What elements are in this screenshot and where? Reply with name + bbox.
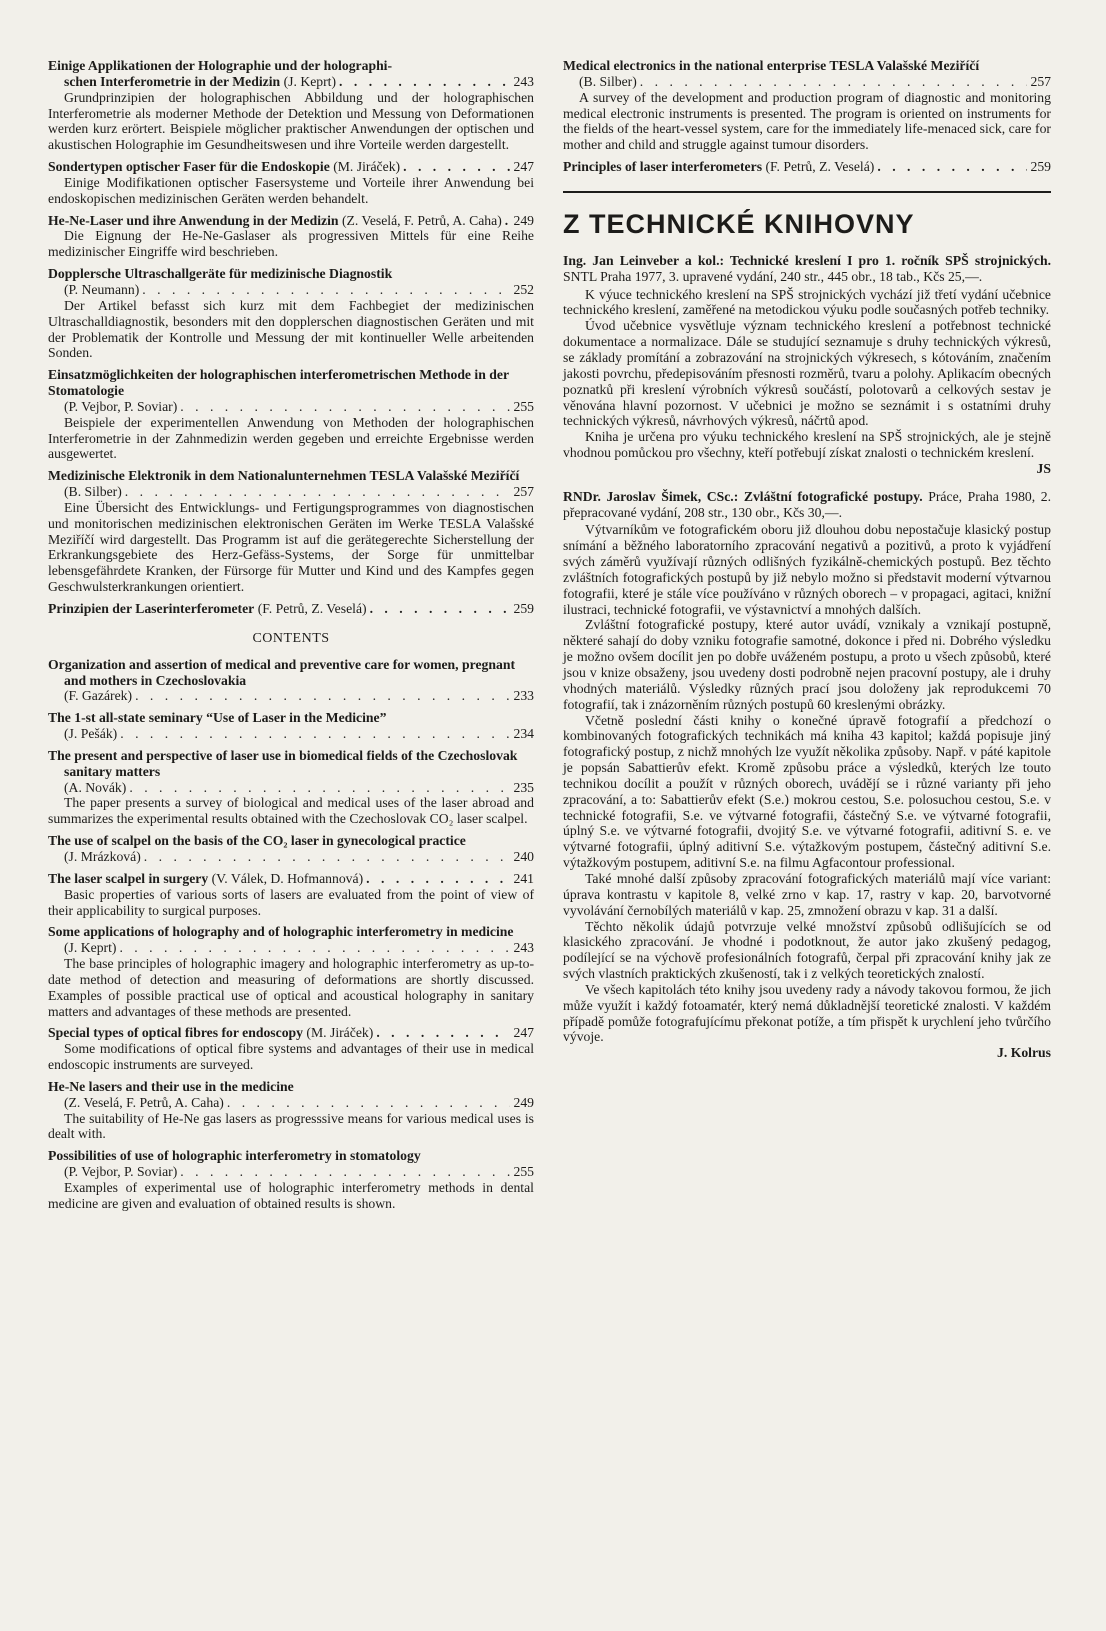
entry-page: 241 [513, 870, 534, 886]
entry-author: (B. Silber) [579, 73, 637, 89]
entry-author-line [48, 688, 534, 704]
entry-abstract: Beispiele der experimentellen Anwendung von Methoden der holographischen Interferometrie in der Zahnmedizin werden gegeben und erreichte Ergebnisse werden ausgewertet. [48, 414, 534, 462]
entry-title-line [48, 159, 534, 175]
entry-title: The laser scalpel in surgery [48, 870, 209, 886]
entry-author: (Z. Veselá, F. Petrů, A. Caha) [341, 212, 502, 228]
entry-page: 240 [513, 848, 534, 864]
section-divider [563, 191, 1051, 193]
section-title: Z TECHNICKÉ KNIHOVNY [563, 208, 915, 239]
review-paragraph: Zvláštní fotografické postupy, které autor uvádí, vznikaly a vznikají postupně, některé sahají do doby vzniku fotografie samotné, dokonce i před ni. Dobrého výsledku je možno ovšem docílit jen po dobře uváženém postupu, a proto u všech způsobů, které jsou v knize obsaženy, jsou uvedeny dosti podrobně nejen pracovní postupy, ale i druhy vhodných materiálů. Výsledky různých prací jsou doloženy jak reprodukcemi 70 fotografií, tak i znázorněním různých postupů 60 kreslenými obrázky. [563, 617, 1051, 712]
entry-title: Organization and assertion of medical and preventive care for women, pregnant and mothers in Czechoslovakia [48, 656, 515, 688]
contents-entry-3 [48, 748, 534, 827]
entry-author-line [48, 1164, 534, 1180]
entry-author-line [48, 940, 534, 956]
entry-page: 234 [513, 726, 534, 742]
entry-title-line [48, 74, 534, 90]
entry-page: 247 [513, 159, 534, 175]
entry-title: The 1-st all-state seminary “Use of Laser in the Medicine” [48, 710, 387, 726]
entry-abstract: Die Eignung der He-Ne-Gaslaser als progressiven Mittels für eine Reihe medizinischer Eingriffe wird beschrieben. [48, 228, 534, 260]
left-column [48, 58, 534, 1218]
contents-entry-6 [48, 924, 534, 1019]
entry-author: (J. Mrázková) [64, 848, 141, 864]
review-header [563, 489, 1051, 521]
review-signature: JS [1036, 460, 1051, 476]
entry-abstract: Der Artikel befasst sich kurz mit dem Fachbegiet der medizinischen Ultraschalldiagnostik, besonders mit den dopplerschen diagnostischen Geräten und mit der Problematik der Kontrolle und Messung der mit kontinueller Welle arbeitenden Sonden. [48, 297, 534, 361]
leader-dots [144, 849, 511, 865]
leader-dots [366, 871, 510, 887]
book-review-1 [563, 253, 1051, 477]
review-paragraph: Úvod učebnice vysvětluje význam technického kreslení a potřebnost technické dokumentace a normalizace. Dále se studující seznamuje s druhy technických výkresů, se základy promítání a zobrazování na strojnických výkresech, s kótováním, značením jakosti povrchu, předepisováním přesnosti rozměrů, tvaru a polohy. Aplikacím obecných poznatků při kreslení výrobních výkresů součástí, polotovarů a celkových sestav je věnována hlavní pozornost. V učebnici je možno se seznámit i s ostatními druhy technických výkresů, návrhových výkresů, náčrtů apod. [563, 318, 1051, 429]
entry-abstract: The paper presents a survey of biological and medical uses of the laser abroad and summarizes the experimental results obtained with the Czechoslovak CO₂ laser scalpel. [48, 795, 534, 827]
leader-dots [403, 159, 510, 175]
entry-title: He-Ne-Laser und ihre Anwendung in der Medizin [48, 212, 339, 228]
entry-title: He-Ne lasers and their use in the medicine [48, 1078, 294, 1094]
review-publication-info: SNTL Praha 1977, 3. upravené vydání, 240 str., 445 obr., 18 tab., Kčs 25,—. [563, 268, 983, 284]
leader-dots [135, 688, 510, 704]
entry-abstract: Some modifications of optical fibre systems and advantages of their use in medical endoscopic instruments are surveyed. [48, 1041, 534, 1073]
leader-dots [180, 1164, 510, 1180]
entry-title: Special types of optical fibres for endoscopy [48, 1025, 303, 1041]
entry-page: 235 [513, 779, 534, 795]
entry-title: Some applications of holography and of holographic interferometry in medicine [48, 924, 514, 940]
review-paragraph: Ve všech kapitolách této knihy jsou uvedeny rady a návody takovou formou, že jich může využít i každý fotoamatér, který nemá důkladnější teoretické znalosti. V každém případě pomůže fotografujícímu překonat potíže, a tím přispět k urychlení jeho tvůrčího vývoje. [563, 981, 1051, 1045]
leader-dots [227, 1095, 511, 1111]
entry-page: 249 [513, 1094, 534, 1110]
leader-dots [125, 484, 511, 500]
entry-author: (Z. Veselá, F. Petrů, A. Caha) [64, 1094, 224, 1110]
entry-page: 259 [1030, 159, 1051, 175]
toc-entry-de-6 [48, 468, 534, 595]
leader-dots [129, 780, 510, 796]
entry-author: (B. Silber) [64, 484, 122, 500]
entry-author: (P. Neumann) [64, 281, 140, 297]
entry-abstract: The suitability of He-Ne gas lasers as progresssive means for various medical uses is dealt with. [48, 1110, 534, 1142]
entry-title: The present and perspective of laser use in biomedical fields of the Czechoslovak sanitary matters [48, 747, 518, 779]
review-book-title: RNDr. Jaroslav Šimek, CSc.: Zvláštní fotografické postupy. [563, 488, 923, 504]
entry-title: Possibilities of use of holographic interferometry in stomatology [48, 1148, 421, 1164]
entry-abstract: Einige Modifikationen optischer Fasersysteme und Vorteile ihrer Anwendung bei endoskopischen medizinischen Geräten werden behandelt. [48, 174, 534, 206]
contents-heading: CONTENTS [252, 630, 330, 646]
leader-dots [505, 213, 511, 229]
entry-author: (J. Keprt) [64, 940, 117, 956]
toc-entry-de-1 [48, 58, 534, 153]
leader-dots [120, 726, 510, 742]
entry-title-line [563, 159, 1051, 175]
toc-entry-de-3 [48, 213, 534, 261]
leader-dots [370, 601, 511, 617]
book-review-2 [563, 489, 1051, 1061]
entry-author: (F. Petrů, Z. Veselá) [765, 159, 875, 175]
entry-title-line [48, 213, 534, 229]
review-header [563, 253, 1051, 285]
leader-dots [119, 940, 510, 956]
contents-entry-8 [48, 1079, 534, 1142]
entry-abstract: Basic properties of various sorts of lasers are evaluated from the point of view of their applicability to surgical purposes. [48, 886, 534, 918]
entry-page: 259 [513, 601, 534, 616]
leader-dots [640, 74, 1028, 90]
entry-author-line [48, 780, 534, 796]
entry-author-line [48, 726, 534, 742]
contents-entry-7 [48, 1025, 534, 1073]
entry-page: 243 [513, 73, 534, 89]
entry-abstract: A survey of the development and production program of diagnostic and monitoring medical electronic instruments is presented. The program is oriented on instruments for the fields of the heart-vessel system, care for the immediately life-menaced sick, care for mother and child and struggle against tumour disorders. [563, 89, 1051, 153]
entry-author: (P. Vejbor, P. Soviar) [64, 398, 178, 414]
entry-author: (F. Petrů, Z. Veselá) [257, 601, 367, 616]
entry-abstract: The base principles of holographic imagery and holographic interferometry as up-to-date method of detection and measuring of deformations are shortly discussed. Examples of possible practical use of optical and acoustical holography in sanitary matters and advantages of these methods are presented. [48, 956, 534, 1019]
entry-title-end: schen Interferometrie in der Medizin [64, 73, 281, 89]
entry-page: 252 [513, 281, 534, 297]
entry-page: 249 [513, 212, 534, 228]
entry-author: (M. Jiráček) [306, 1025, 374, 1041]
entry-author: (M. Jiráček) [333, 159, 401, 175]
entry-title: Einsatzmöglichkeiten der holographischen interferometrischen Methode in der Stomatologie [48, 367, 509, 399]
entry-abstract: Examples of experimental use of holographic interferometry methods in dental medicine are given and evaluation of obtained results is shown. [48, 1180, 534, 1211]
leader-dots [339, 74, 510, 90]
entry-author-line [563, 74, 1051, 90]
entry-title: Sondertypen optischer Faser für die Endoskopie [48, 159, 330, 175]
entry-page: 257 [1030, 73, 1051, 89]
review-paragraph: Výtvarníkům ve fotografickém oboru již dlouhou dobu nepostačuje klasický postup snímání a běžného laboratorního zpracování negativů a pozitivů, a proto k vyjádření svých záměrů využívají různých odlišných fyzikálně-chemických postupů. Bez těchto zvláštních fotografických postupů by již nebylo možno si představit moderní výtvarnou fotografii, které je stále více používáno v různých oborech – v propagaci, agitaci, knižní ilustraci, technické fotografii, ve výstavnictví a mnohých dalších. [563, 522, 1051, 617]
entry-page: 255 [513, 1164, 534, 1180]
entry-author: (P. Vejbor, P. Soviar) [64, 1164, 178, 1180]
review-paragraph: Také mnohé další způsoby zpracování fotografických materiálů mají více variant: úprava kontrastu v kapitole 8, velké zrno v kap. 17, rastry v kap. 20, barvotvorné vyvolávání černobílých materiálů v kap. 25, zmnožení obrazu v kap. 31 a další. [563, 870, 1051, 918]
entry-title: Prinzipien der Laserinterferometer [48, 601, 255, 616]
entry-author-line [48, 282, 534, 298]
toc-entry-de-2 [48, 159, 534, 207]
entry-author-line [48, 1095, 534, 1111]
review-paragraph: K výuce technického kreslení na SPŠ strojnických vychází již třetí vydání učebnice technického kreslení, zaměřené na metodickou výuku podle současných potřeb techniky. [563, 286, 1051, 318]
entry-author: (J. Keprt) [283, 73, 337, 89]
entry-page: 257 [513, 484, 534, 500]
review-paragraph: Těchto několik údajů potvrzuje velké množství způsobů odlišujících se od klasického zpracování. Je vhodné i podotknout, že autor jako zkušený pedagog, podílející se na výchově profesionálních fotografů, čerpal při zpracování knihy jak ze svých vlastních praktických zkušeností, tak i z velkých teoretických znalostí. [563, 918, 1051, 982]
toc-entry-de-4 [48, 266, 534, 361]
entry-author-line [48, 484, 534, 500]
contents-entry-5 [48, 871, 534, 919]
entry-page: 255 [513, 398, 534, 414]
entry-author: (J. Pešák) [64, 726, 118, 742]
review-book-title: Ing. Jan Leinveber a kol.: Technické kreslení I pro 1. ročník SPŠ strojnických. [563, 252, 1051, 268]
contents-entry-11 [563, 159, 1051, 175]
entry-author-line [48, 849, 534, 865]
entry-page: 243 [513, 940, 534, 956]
leader-dots [180, 399, 510, 415]
leader-dots [142, 282, 510, 298]
entry-author: (V. Válek, D. Hofmannová) [211, 870, 364, 886]
review-paragraph: Kniha je určena pro výuku technického kreslení na SPŠ strojnických, ale je stejně vhodnou pomůckou pro všechny, kteří potřebují získat znalosti o technickém kreslení. [563, 429, 1051, 461]
review-paragraph: Včetně poslední části knihy o konečné úpravě fotografií a předchozí o kombinovaných fotografických technikách má kniha 43 kapitol; každá popisuje jiný fotografický postup, z nichž mnohých lze využít několika způsoby. Např. v páté kapitole je popsán Sabattierův efekt. Kromě způsobu práce a výsledků, kterých lze touto technikou docílit a použít v různých oborech, uvádějí se i různé varianty při jeho zpracování, a to: Sabattierův efekt (S.e.) mokrou cestou, S.e. polosuchou cestou, S.e. v technické fotografii, S.e. ve výtvarné fotografii, částečný S.e. ve výtvarné fotografii, úplný S.e. ve výtvarné fotografii, dvojitý S.e. ve výtvarné fotografii, aditivní S. e. ve výtvarné fotografii, úplný aditivní S.e. výtažkovým postupem, částečný aditivní S.e. výtažkovým postupem, aditivní S.e. na filmu Agfacontour professional. [563, 712, 1051, 871]
entry-abstract: Grundprinzipien der holographischen Abbildung und der holographischen Interferometrie als moderner Methode der Detektion und Messung von Deformationen werden kurz erörtert. Beispiele möglicher praktischer Anwendungen der optischen und akustischen Holographie im Gesundheitswesen und ihre Vorteile werden dargestellt. [48, 89, 534, 153]
entry-author: (A. Novák) [64, 779, 127, 795]
right-column [563, 58, 1051, 1073]
contents-entry-4 [48, 833, 534, 865]
toc-entry-de-7 [48, 601, 534, 617]
entry-title: Dopplersche Ultraschallgeräte für medizinische Diagnostik [48, 266, 393, 282]
entry-title: Medical electronics in the national enterprise TESLA Valašské Meziříčí [563, 58, 980, 73]
entry-author-line [48, 399, 534, 415]
entry-title: Medizinische Elektronik in dem Nationalunternehmen TESLA Valašské Meziříčí [48, 468, 520, 484]
contents-entry-2 [48, 710, 534, 742]
toc-entry-de-5 [48, 367, 534, 462]
contents-entry-10 [563, 58, 1051, 153]
entry-title-line [48, 871, 534, 887]
entry-title: Principles of laser interferometers [563, 159, 763, 175]
entry-page: 233 [513, 688, 534, 704]
entry-author: (F. Gazárek) [64, 688, 133, 704]
entry-title-line [48, 1025, 534, 1041]
contents-entry-9 [48, 1148, 534, 1211]
review-signature: J. Kolrus [997, 1045, 1051, 1061]
entry-abstract: Eine Übersicht des Entwicklungs- und Fertigungsprogrammes von diagnostischen und monitorischen medizinischen elektronischen Geräten im Werke TESLA Valašské Meziříčí wird dargestellt. Das Programm ist auf die gerätegerechte Sicherstellung der Erkrankungsgebiete des Herz-Gefäss-Systems, der Sorge für unmittelbar lebensgefährdete Kranken, der Fürsorge für Mutter und Kind und des Kampfes gegen Geschwulsterkrankungen orientiert. [48, 499, 534, 595]
review-publication-info: Práce, Praha 1980, 2. přepracované vydání, 208 str., 130 obr., Kčs 30,—. [563, 488, 1052, 520]
entry-title: The use of scalpel on the basis of the CO₂ laser in gynecological practice [48, 833, 466, 849]
contents-entry-1 [48, 657, 534, 705]
entry-page: 247 [513, 1025, 534, 1041]
entry-title: Einige Applikationen der Holographie und der holographi- [48, 58, 393, 73]
entry-title-line [48, 601, 534, 617]
leader-dots [877, 159, 1027, 175]
leader-dots [376, 1025, 510, 1041]
